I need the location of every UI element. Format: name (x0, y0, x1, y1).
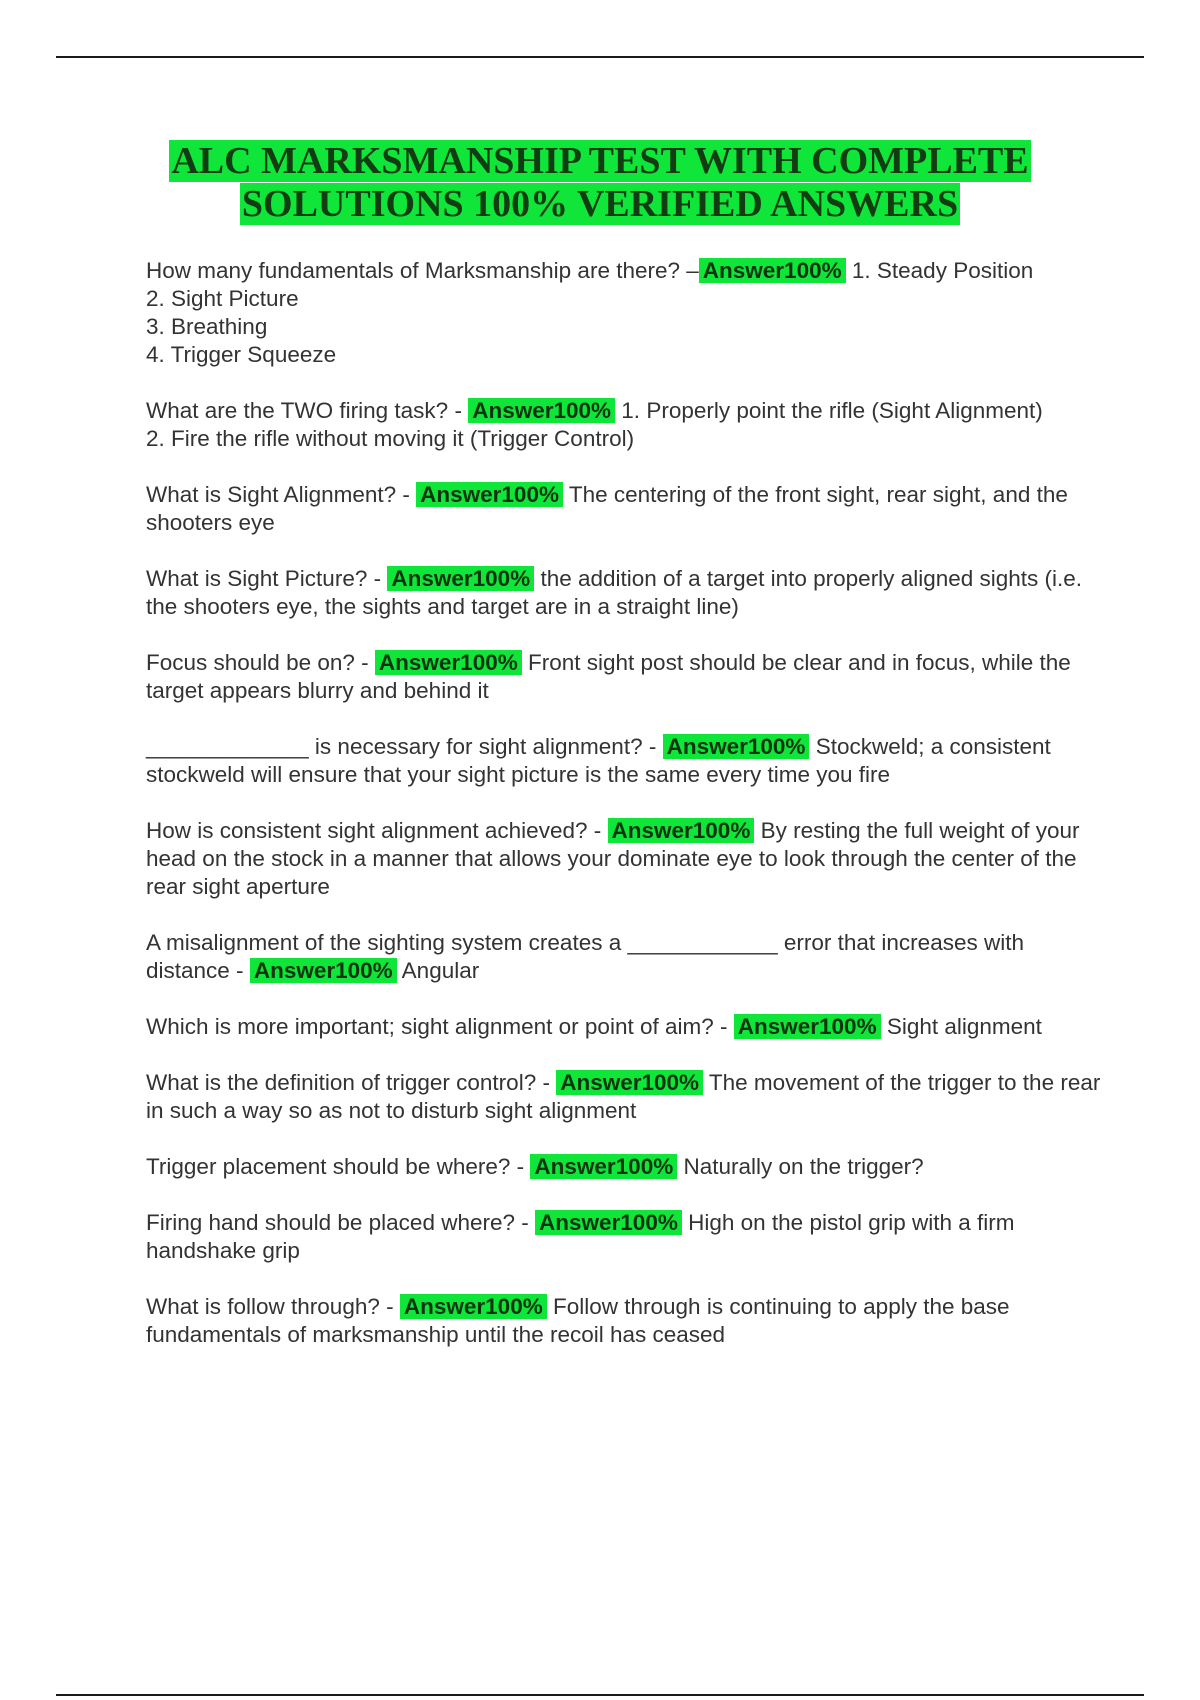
qa-item (146, 817, 1106, 901)
answer-text: Naturally on the trigger? (683, 1154, 924, 1179)
answer-text: The movement of the trigger to the rear in such a way so as not to disturb sight alignment (146, 1070, 1101, 1123)
qa-item (146, 929, 1106, 985)
answer-text: Stockweld; a consistent stockweld will ensure that your sight picture is the same every time you fire (146, 734, 1051, 787)
answer-text: Angular (401, 958, 480, 983)
qa-list (146, 257, 1106, 1377)
qa-item (146, 1013, 1106, 1041)
answer-tag: Answer100% (530, 1154, 677, 1179)
qa-item (146, 649, 1106, 705)
question-text: Trigger placement should be where? - (146, 1154, 525, 1179)
qa-item (146, 397, 1106, 453)
qa-item (146, 481, 1106, 537)
answer-tag: Answer100% (400, 1294, 547, 1319)
question-text: Firing hand should be placed where? - (146, 1210, 529, 1235)
question-text: How is consistent sight alignment achieved? - (146, 818, 602, 843)
answer-text: 1. Properly point the rifle (Sight Alignment) 2. Fire the rifle without moving it (Trigger Control) (146, 398, 1043, 451)
answer-text: Front sight post should be clear and in focus, while the target appears blurry and behind it (146, 650, 1071, 703)
question-text: What is the definition of trigger control? - (146, 1070, 550, 1095)
qa-item (146, 1153, 1106, 1181)
question-text: What is follow through? - (146, 1294, 394, 1319)
question-text: _____________ is necessary for sight alignment? - (146, 734, 657, 759)
qa-item (146, 733, 1106, 789)
answer-tag: Answer100% (608, 818, 755, 843)
answer-tag: Answer100% (556, 1070, 703, 1095)
top-rule (56, 56, 1144, 58)
document-title (60, 140, 1140, 226)
qa-item (146, 1209, 1106, 1265)
title-line-1: ALC MARKSMANSHIP TEST WITH COMPLETE (171, 140, 1029, 182)
qa-item (146, 1069, 1106, 1125)
question-text: What are the TWO firing task? - (146, 398, 462, 423)
question-text: Focus should be on? - (146, 650, 369, 675)
answer-text: High on the pistol grip with a firm handshake grip (146, 1210, 1015, 1263)
title-line-2: SOLUTIONS 100% VERIFIED ANSWERS (241, 183, 959, 225)
answer-tag: Answer100% (387, 566, 534, 591)
question-text: Which is more important; sight alignment or point of aim? - (146, 1014, 728, 1039)
answer-tag: Answer100% (375, 650, 522, 675)
answer-text: By resting the full weight of your head on the stock in a manner that allows your dominate eye to look through the center of the rear sight aperture (146, 818, 1080, 899)
answer-tag: Answer100% (250, 958, 397, 983)
answer-text: The centering of the front sight, rear sight, and the shooters eye (146, 482, 1068, 535)
answer-text: the addition of a target into properly aligned sights (i.e. the shooters eye, the sights and target are in a straight line) (146, 566, 1083, 619)
question-text: A misalignment of the sighting system creates a ____________ error that increases with distance - (146, 930, 1024, 983)
answer-tag: Answer100% (468, 398, 615, 423)
answer-text: Sight alignment (886, 1014, 1042, 1039)
qa-item (146, 257, 1106, 369)
answer-tag: Answer100% (699, 258, 846, 283)
answer-text: 1. Steady Position 2. Sight Picture 3. Breathing 4. Trigger Squeeze (146, 258, 1034, 367)
question-text: How many fundamentals of Marksmanship are there? – (146, 258, 699, 283)
qa-item (146, 1293, 1106, 1349)
qa-item (146, 565, 1106, 621)
question-text: What is Sight Picture? - (146, 566, 382, 591)
answer-tag: Answer100% (663, 734, 810, 759)
answer-tag: Answer100% (535, 1210, 682, 1235)
answer-text: Follow through is continuing to apply the base fundamentals of marksmanship until the recoil has ceased (146, 1294, 1010, 1347)
answer-tag: Answer100% (734, 1014, 881, 1039)
question-text: What is Sight Alignment? - (146, 482, 410, 507)
answer-tag: Answer100% (416, 482, 563, 507)
bottom-rule (56, 1694, 1144, 1696)
